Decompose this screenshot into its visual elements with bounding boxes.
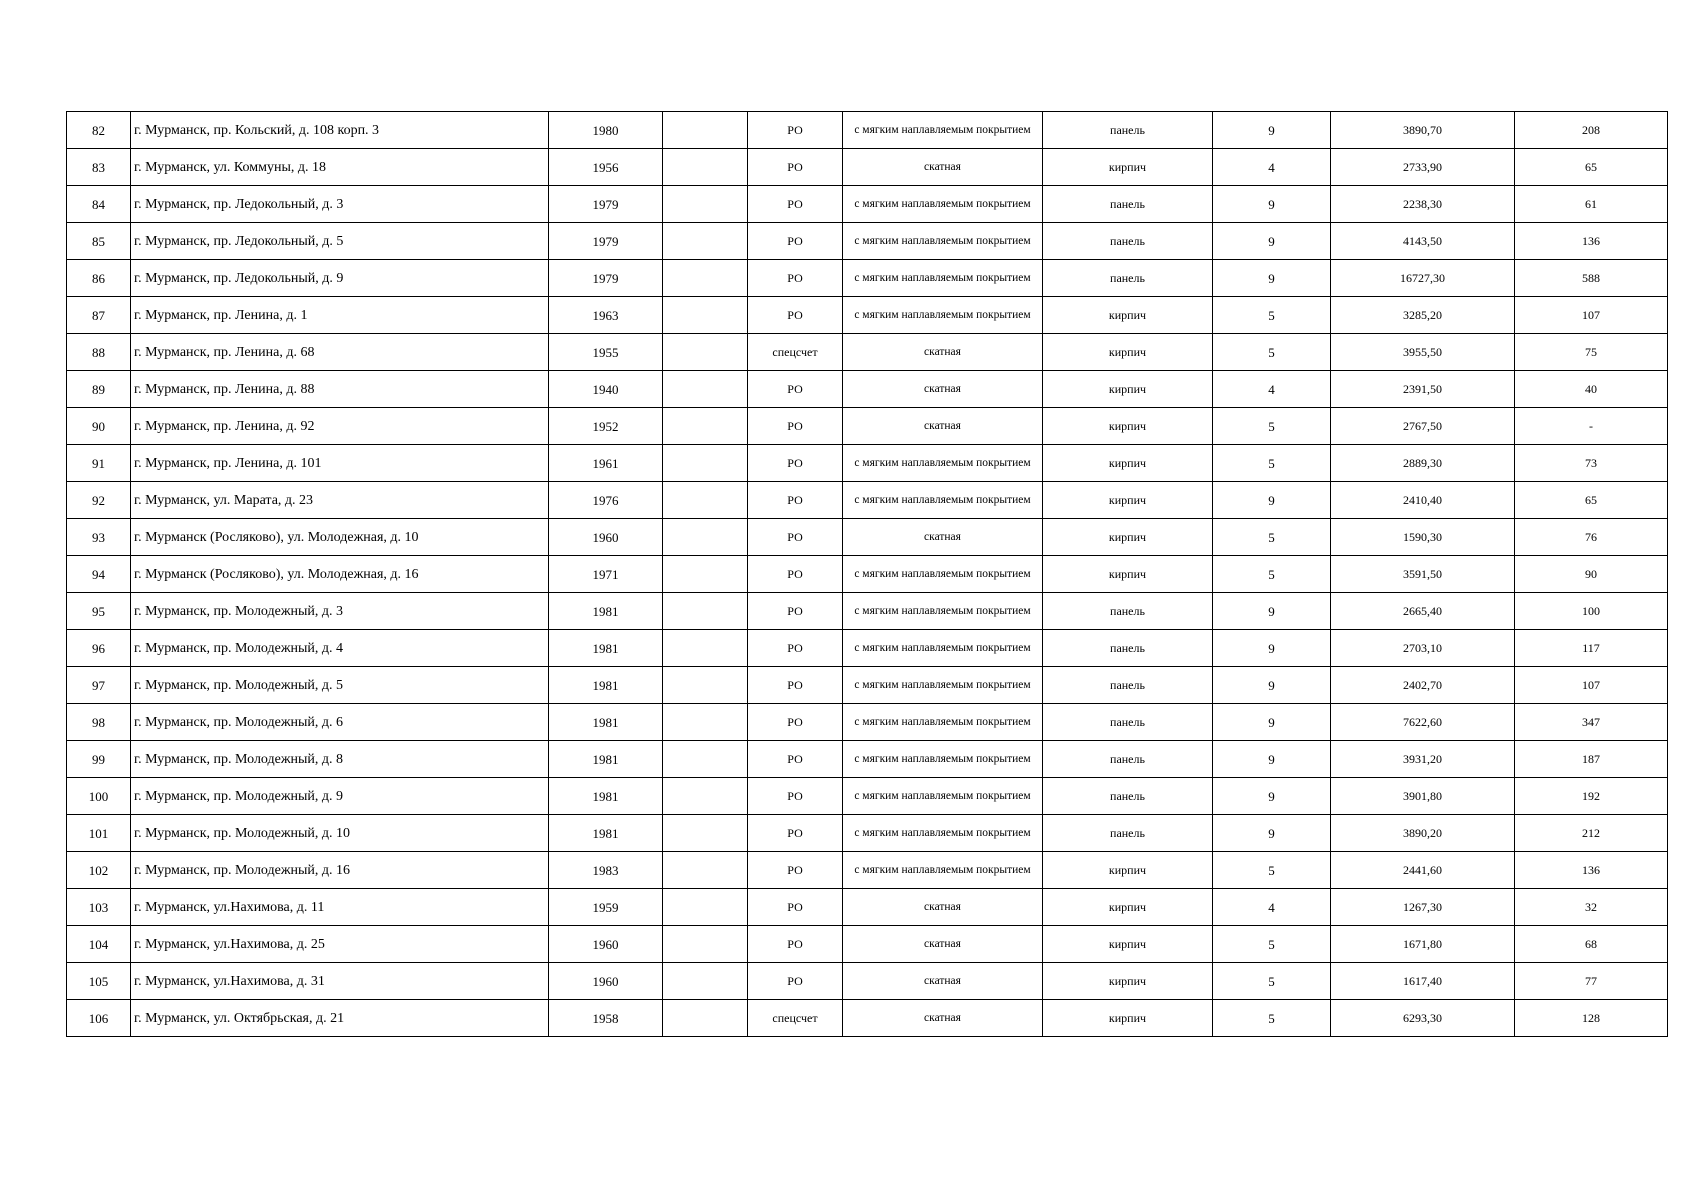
floors-cell: 5	[1213, 297, 1331, 334]
year-cell: 1981	[549, 630, 663, 667]
fund-method-cell: РО	[748, 630, 843, 667]
address-cell: г. Мурманск, ул. Коммуны, д. 18	[131, 149, 549, 186]
fund-method-cell: РО	[748, 223, 843, 260]
fund-method-cell: РО	[748, 889, 843, 926]
wall-material-cell: кирпич	[1043, 371, 1213, 408]
area-cell: 1671,80	[1331, 926, 1515, 963]
wall-material-cell: панель	[1043, 260, 1213, 297]
fund-method-cell: РО	[748, 741, 843, 778]
floors-cell: 5	[1213, 852, 1331, 889]
floors-cell: 9	[1213, 223, 1331, 260]
fund-method-cell: РО	[748, 704, 843, 741]
table-row	[67, 149, 1668, 186]
address-cell: г. Мурманск (Росляково), ул. Молодежная, д. 16	[131, 556, 549, 593]
row-number: 92	[67, 482, 131, 519]
empty-cell	[663, 334, 748, 371]
floors-cell: 4	[1213, 371, 1331, 408]
table-row	[67, 408, 1668, 445]
row-number: 103	[67, 889, 131, 926]
wall-material-cell: панель	[1043, 223, 1213, 260]
row-number: 101	[67, 815, 131, 852]
year-cell: 1981	[549, 741, 663, 778]
residents-cell: 90	[1515, 556, 1668, 593]
roof-type-cell: с мягким наплавляемым покрытием	[843, 741, 1043, 778]
address-cell: г. Мурманск, пр. Ленина, д. 68	[131, 334, 549, 371]
address-cell: г. Мурманск, пр. Молодежный, д. 16	[131, 852, 549, 889]
floors-cell: 9	[1213, 704, 1331, 741]
table-row	[67, 926, 1668, 963]
table-row	[67, 593, 1668, 630]
empty-cell	[663, 852, 748, 889]
fund-method-cell: РО	[748, 482, 843, 519]
area-cell: 2391,50	[1331, 371, 1515, 408]
floors-cell: 5	[1213, 445, 1331, 482]
residents-cell: 68	[1515, 926, 1668, 963]
fund-method-cell: РО	[748, 112, 843, 149]
address-cell: г. Мурманск, пр. Ледокольный, д. 3	[131, 186, 549, 223]
row-number: 97	[67, 667, 131, 704]
table-row	[67, 963, 1668, 1000]
year-cell: 1959	[549, 889, 663, 926]
roof-type-cell: с мягким наплавляемым покрытием	[843, 556, 1043, 593]
fund-method-cell: РО	[748, 519, 843, 556]
area-cell: 2410,40	[1331, 482, 1515, 519]
address-cell: г. Мурманск, пр. Молодежный, д. 10	[131, 815, 549, 852]
fund-method-cell: РО	[748, 593, 843, 630]
area-cell: 6293,30	[1331, 1000, 1515, 1037]
residents-cell: 65	[1515, 482, 1668, 519]
fund-method-cell: РО	[748, 556, 843, 593]
address-cell: г. Мурманск, пр. Молодежный, д. 3	[131, 593, 549, 630]
address-cell: г. Мурманск, пр. Ленина, д. 1	[131, 297, 549, 334]
area-cell: 4143,50	[1331, 223, 1515, 260]
row-number: 99	[67, 741, 131, 778]
wall-material-cell: панель	[1043, 778, 1213, 815]
fund-method-cell: РО	[748, 371, 843, 408]
fund-method-cell: РО	[748, 778, 843, 815]
wall-material-cell: кирпич	[1043, 445, 1213, 482]
empty-cell	[663, 556, 748, 593]
year-cell: 1979	[549, 223, 663, 260]
empty-cell	[663, 889, 748, 926]
roof-type-cell: с мягким наплавляемым покрытием	[843, 852, 1043, 889]
area-cell: 3591,50	[1331, 556, 1515, 593]
roof-type-cell: с мягким наплавляемым покрытием	[843, 482, 1043, 519]
floors-cell: 5	[1213, 926, 1331, 963]
address-cell: г. Мурманск, пр. Ленина, д. 88	[131, 371, 549, 408]
fund-method-cell: РО	[748, 149, 843, 186]
area-cell: 7622,60	[1331, 704, 1515, 741]
empty-cell	[663, 963, 748, 1000]
row-number: 93	[67, 519, 131, 556]
roof-type-cell: с мягким наплавляемым покрытием	[843, 112, 1043, 149]
address-cell: г. Мурманск, пр. Молодежный, д. 4	[131, 630, 549, 667]
floors-cell: 5	[1213, 519, 1331, 556]
empty-cell	[663, 667, 748, 704]
wall-material-cell: панель	[1043, 667, 1213, 704]
year-cell: 1940	[549, 371, 663, 408]
residents-cell: 117	[1515, 630, 1668, 667]
area-cell: 2665,40	[1331, 593, 1515, 630]
empty-cell	[663, 778, 748, 815]
row-number: 95	[67, 593, 131, 630]
address-cell: г. Мурманск (Росляково), ул. Молодежная, д. 10	[131, 519, 549, 556]
empty-cell	[663, 149, 748, 186]
residents-cell: 75	[1515, 334, 1668, 371]
residents-cell: 212	[1515, 815, 1668, 852]
table-body	[67, 112, 1668, 1037]
address-cell: г. Мурманск, ул.Нахимова, д. 11	[131, 889, 549, 926]
table-row	[67, 223, 1668, 260]
year-cell: 1955	[549, 334, 663, 371]
residents-cell: 136	[1515, 852, 1668, 889]
roof-type-cell: с мягким наплавляемым покрытием	[843, 778, 1043, 815]
row-number: 102	[67, 852, 131, 889]
wall-material-cell: панель	[1043, 815, 1213, 852]
roof-type-cell: с мягким наплавляемым покрытием	[843, 297, 1043, 334]
row-number: 94	[67, 556, 131, 593]
roof-type-cell: скатная	[843, 1000, 1043, 1037]
empty-cell	[663, 482, 748, 519]
residents-cell: 588	[1515, 260, 1668, 297]
housing-table	[66, 111, 1668, 1037]
wall-material-cell: кирпич	[1043, 334, 1213, 371]
residents-cell: 208	[1515, 112, 1668, 149]
area-cell: 3955,50	[1331, 334, 1515, 371]
roof-type-cell: с мягким наплавляемым покрытием	[843, 445, 1043, 482]
row-number: 100	[67, 778, 131, 815]
floors-cell: 9	[1213, 667, 1331, 704]
year-cell: 1979	[549, 260, 663, 297]
empty-cell	[663, 408, 748, 445]
wall-material-cell: кирпич	[1043, 852, 1213, 889]
address-cell: г. Мурманск, пр. Молодежный, д. 5	[131, 667, 549, 704]
year-cell: 1971	[549, 556, 663, 593]
fund-method-cell: РО	[748, 408, 843, 445]
year-cell: 1981	[549, 778, 663, 815]
table-row	[67, 112, 1668, 149]
roof-type-cell: скатная	[843, 889, 1043, 926]
residents-cell: 100	[1515, 593, 1668, 630]
address-cell: г. Мурманск, ул. Октябрьская, д. 21	[131, 1000, 549, 1037]
area-cell: 2402,70	[1331, 667, 1515, 704]
residents-cell: 107	[1515, 297, 1668, 334]
table-row	[67, 519, 1668, 556]
table-row	[67, 889, 1668, 926]
year-cell: 1963	[549, 297, 663, 334]
fund-method-cell: спецсчет	[748, 1000, 843, 1037]
wall-material-cell: панель	[1043, 704, 1213, 741]
floors-cell: 9	[1213, 186, 1331, 223]
row-number: 85	[67, 223, 131, 260]
row-number: 86	[67, 260, 131, 297]
empty-cell	[663, 112, 748, 149]
floors-cell: 5	[1213, 334, 1331, 371]
residents-cell: 77	[1515, 963, 1668, 1000]
table-row	[67, 260, 1668, 297]
floors-cell: 9	[1213, 112, 1331, 149]
empty-cell	[663, 630, 748, 667]
wall-material-cell: кирпич	[1043, 963, 1213, 1000]
address-cell: г. Мурманск, ул.Нахимова, д. 31	[131, 963, 549, 1000]
area-cell: 2441,60	[1331, 852, 1515, 889]
residents-cell: 65	[1515, 149, 1668, 186]
floors-cell: 5	[1213, 1000, 1331, 1037]
empty-cell	[663, 260, 748, 297]
roof-type-cell: с мягким наплавляемым покрытием	[843, 630, 1043, 667]
row-number: 83	[67, 149, 131, 186]
row-number: 104	[67, 926, 131, 963]
floors-cell: 9	[1213, 741, 1331, 778]
table-row	[67, 186, 1668, 223]
area-cell: 3285,20	[1331, 297, 1515, 334]
year-cell: 1981	[549, 815, 663, 852]
fund-method-cell: РО	[748, 667, 843, 704]
wall-material-cell: кирпич	[1043, 1000, 1213, 1037]
empty-cell	[663, 704, 748, 741]
table-row	[67, 704, 1668, 741]
area-cell: 1267,30	[1331, 889, 1515, 926]
residents-cell: 40	[1515, 371, 1668, 408]
roof-type-cell: скатная	[843, 519, 1043, 556]
residents-cell: 76	[1515, 519, 1668, 556]
wall-material-cell: кирпич	[1043, 149, 1213, 186]
residents-cell: 73	[1515, 445, 1668, 482]
empty-cell	[663, 815, 748, 852]
address-cell: г. Мурманск, пр. Молодежный, д. 6	[131, 704, 549, 741]
table-row	[67, 445, 1668, 482]
empty-cell	[663, 741, 748, 778]
wall-material-cell: панель	[1043, 741, 1213, 778]
wall-material-cell: кирпич	[1043, 556, 1213, 593]
fund-method-cell: РО	[748, 260, 843, 297]
address-cell: г. Мурманск, ул. Марата, д. 23	[131, 482, 549, 519]
wall-material-cell: панель	[1043, 630, 1213, 667]
residents-cell: 107	[1515, 667, 1668, 704]
table-row	[67, 482, 1668, 519]
address-cell: г. Мурманск, пр. Кольский, д. 108 корп. 3	[131, 112, 549, 149]
address-cell: г. Мурманск, пр. Молодежный, д. 9	[131, 778, 549, 815]
area-cell: 2238,30	[1331, 186, 1515, 223]
table-row	[67, 371, 1668, 408]
area-cell: 2733,90	[1331, 149, 1515, 186]
address-cell: г. Мурманск, пр. Молодежный, д. 8	[131, 741, 549, 778]
empty-cell	[663, 445, 748, 482]
year-cell: 1983	[549, 852, 663, 889]
table-row	[67, 334, 1668, 371]
year-cell: 1960	[549, 926, 663, 963]
floors-cell: 5	[1213, 963, 1331, 1000]
wall-material-cell: кирпич	[1043, 482, 1213, 519]
area-cell: 1617,40	[1331, 963, 1515, 1000]
row-number: 98	[67, 704, 131, 741]
empty-cell	[663, 186, 748, 223]
area-cell: 3890,70	[1331, 112, 1515, 149]
fund-method-cell: РО	[748, 852, 843, 889]
residents-cell: 347	[1515, 704, 1668, 741]
residents-cell: 128	[1515, 1000, 1668, 1037]
table-row	[67, 1000, 1668, 1037]
year-cell: 1960	[549, 519, 663, 556]
floors-cell: 9	[1213, 482, 1331, 519]
wall-material-cell: кирпич	[1043, 889, 1213, 926]
year-cell: 1980	[549, 112, 663, 149]
floors-cell: 9	[1213, 778, 1331, 815]
wall-material-cell: кирпич	[1043, 926, 1213, 963]
area-cell: 3931,20	[1331, 741, 1515, 778]
wall-material-cell: панель	[1043, 593, 1213, 630]
row-number: 105	[67, 963, 131, 1000]
residents-cell: 136	[1515, 223, 1668, 260]
year-cell: 1976	[549, 482, 663, 519]
residents-cell: 61	[1515, 186, 1668, 223]
fund-method-cell: РО	[748, 926, 843, 963]
area-cell: 3901,80	[1331, 778, 1515, 815]
residents-cell: 32	[1515, 889, 1668, 926]
year-cell: 1981	[549, 667, 663, 704]
roof-type-cell: с мягким наплавляемым покрытием	[843, 223, 1043, 260]
roof-type-cell: с мягким наплавляемым покрытием	[843, 593, 1043, 630]
wall-material-cell: панель	[1043, 112, 1213, 149]
table-row	[67, 556, 1668, 593]
roof-type-cell: с мягким наплавляемым покрытием	[843, 704, 1043, 741]
row-number: 96	[67, 630, 131, 667]
roof-type-cell: скатная	[843, 926, 1043, 963]
fund-method-cell: РО	[748, 963, 843, 1000]
roof-type-cell: скатная	[843, 408, 1043, 445]
row-number: 84	[67, 186, 131, 223]
row-number: 90	[67, 408, 131, 445]
row-number: 91	[67, 445, 131, 482]
floors-cell: 5	[1213, 556, 1331, 593]
residents-cell: 192	[1515, 778, 1668, 815]
floors-cell: 5	[1213, 408, 1331, 445]
wall-material-cell: кирпич	[1043, 297, 1213, 334]
floors-cell: 4	[1213, 889, 1331, 926]
row-number: 82	[67, 112, 131, 149]
table-row	[67, 778, 1668, 815]
wall-material-cell: кирпич	[1043, 408, 1213, 445]
wall-material-cell: панель	[1043, 186, 1213, 223]
address-cell: г. Мурманск, пр. Ленина, д. 92	[131, 408, 549, 445]
row-number: 88	[67, 334, 131, 371]
residents-cell: -	[1515, 408, 1668, 445]
address-cell: г. Мурманск, пр. Ледокольный, д. 5	[131, 223, 549, 260]
table-row	[67, 667, 1668, 704]
year-cell: 1981	[549, 593, 663, 630]
residents-cell: 187	[1515, 741, 1668, 778]
year-cell: 1958	[549, 1000, 663, 1037]
empty-cell	[663, 593, 748, 630]
empty-cell	[663, 926, 748, 963]
fund-method-cell: РО	[748, 186, 843, 223]
empty-cell	[663, 371, 748, 408]
roof-type-cell: с мягким наплавляемым покрытием	[843, 667, 1043, 704]
year-cell: 1981	[549, 704, 663, 741]
row-number: 89	[67, 371, 131, 408]
year-cell: 1952	[549, 408, 663, 445]
row-number: 87	[67, 297, 131, 334]
table-row	[67, 852, 1668, 889]
wall-material-cell: кирпич	[1043, 519, 1213, 556]
address-cell: г. Мурманск, ул.Нахимова, д. 25	[131, 926, 549, 963]
roof-type-cell: скатная	[843, 334, 1043, 371]
roof-type-cell: скатная	[843, 149, 1043, 186]
floors-cell: 9	[1213, 630, 1331, 667]
empty-cell	[663, 1000, 748, 1037]
area-cell: 1590,30	[1331, 519, 1515, 556]
fund-method-cell: спецсчет	[748, 334, 843, 371]
empty-cell	[663, 297, 748, 334]
floors-cell: 4	[1213, 149, 1331, 186]
table-row	[67, 630, 1668, 667]
year-cell: 1956	[549, 149, 663, 186]
area-cell: 3890,20	[1331, 815, 1515, 852]
row-number: 106	[67, 1000, 131, 1037]
address-cell: г. Мурманск, пр. Ленина, д. 101	[131, 445, 549, 482]
year-cell: 1979	[549, 186, 663, 223]
table-row	[67, 741, 1668, 778]
roof-type-cell: с мягким наплавляемым покрытием	[843, 260, 1043, 297]
fund-method-cell: РО	[748, 297, 843, 334]
floors-cell: 9	[1213, 815, 1331, 852]
roof-type-cell: с мягким наплавляемым покрытием	[843, 186, 1043, 223]
area-cell: 2889,30	[1331, 445, 1515, 482]
year-cell: 1960	[549, 963, 663, 1000]
empty-cell	[663, 519, 748, 556]
roof-type-cell: с мягким наплавляемым покрытием	[843, 815, 1043, 852]
floors-cell: 9	[1213, 260, 1331, 297]
table-row	[67, 815, 1668, 852]
area-cell: 2703,10	[1331, 630, 1515, 667]
year-cell: 1961	[549, 445, 663, 482]
area-cell: 2767,50	[1331, 408, 1515, 445]
roof-type-cell: скатная	[843, 371, 1043, 408]
address-cell: г. Мурманск, пр. Ледокольный, д. 9	[131, 260, 549, 297]
floors-cell: 9	[1213, 593, 1331, 630]
empty-cell	[663, 223, 748, 260]
fund-method-cell: РО	[748, 445, 843, 482]
roof-type-cell: скатная	[843, 963, 1043, 1000]
area-cell: 16727,30	[1331, 260, 1515, 297]
table-row	[67, 297, 1668, 334]
fund-method-cell: РО	[748, 815, 843, 852]
